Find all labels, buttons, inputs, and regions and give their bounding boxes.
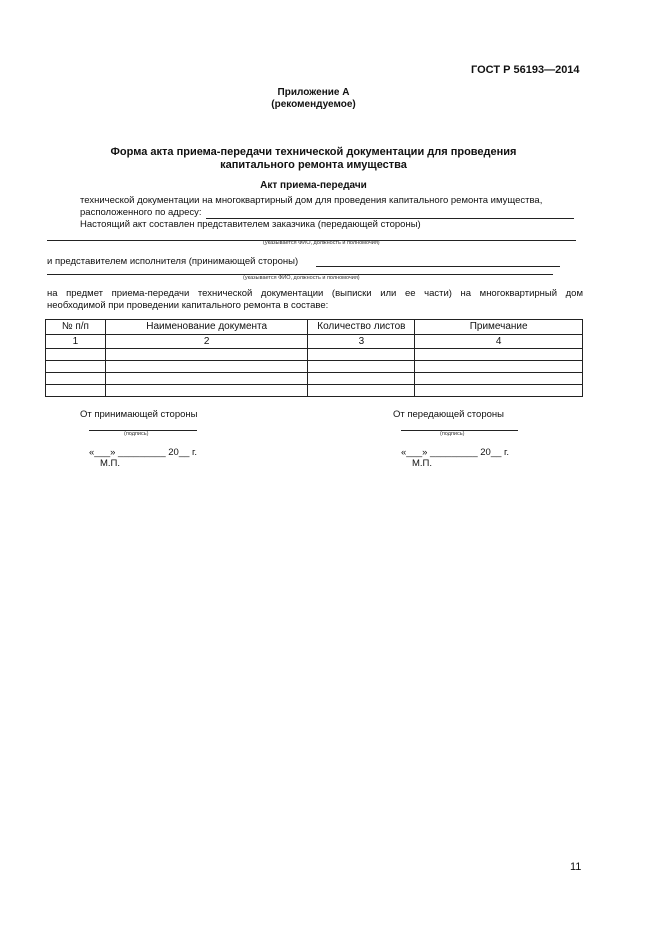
transmitting-signature-hint: (подпись)	[440, 431, 465, 437]
receiving-date: «___» _________ 20__ г.	[89, 447, 197, 458]
header-number: № п/п	[46, 320, 106, 335]
form-title-line2: капитального ремонта имущества	[220, 159, 407, 171]
column-number-1: 1	[46, 335, 106, 349]
body-line3: Настоящий акт составлен представителем заказчика (передающей стороны)	[80, 219, 421, 230]
appendix-subtitle: (рекомендуемое)	[271, 99, 356, 110]
column-number-3: 3	[308, 335, 415, 349]
table-row	[46, 385, 583, 397]
header-document-name: Наименование документа	[105, 320, 308, 335]
table-numbering-row	[46, 335, 583, 349]
header-note: Примечание	[415, 320, 583, 335]
receiving-stamp: М.П.	[100, 458, 121, 469]
contractor-hint: (указывается ФИО, должность и полномочия)	[243, 275, 360, 281]
transmitting-stamp: М.П.	[412, 458, 433, 469]
standard-number: ГОСТ Р 56193—2014	[471, 64, 580, 76]
transmitting-party-label: От передающей стороны	[393, 409, 504, 420]
table-row	[46, 361, 583, 373]
form-title-line1: Форма акта приема-передачи технической документации для проведения	[110, 146, 517, 158]
act-title: Акт приема-передачи	[260, 180, 367, 191]
body-line4: и представителем исполнителя (принимающей стороны)	[47, 256, 299, 267]
appendix-title: Приложение А	[277, 87, 350, 98]
body-line1: технической документации на многоквартирный дом для проведения капитального ремонта имущества,	[80, 195, 543, 206]
body-line5: на предмет приема-передачи технической документации (выписки или ее части) на многоквартирный дом	[47, 288, 583, 299]
table-header-row	[46, 320, 583, 335]
header-sheet-count: Количество листов	[308, 320, 415, 335]
column-number-2: 2	[105, 335, 308, 349]
body-line6: необходимой при проведении капитального ремонта в составе:	[47, 300, 329, 311]
customer-hint: (указывается ФИО, должность и полномочия)	[263, 240, 380, 246]
contractor-blank-inline	[316, 266, 560, 267]
documents-table	[45, 319, 583, 397]
page-number: 11	[570, 861, 582, 873]
transmitting-date: «___» _________ 20__ г.	[401, 447, 509, 458]
body-line2: расположенного по адресу:	[80, 207, 202, 218]
column-number-4: 4	[415, 335, 583, 349]
table-row	[46, 349, 583, 361]
receiving-party-label: От принимающей стороны	[80, 409, 198, 420]
table-row	[46, 373, 583, 385]
receiving-signature-hint: (подпись)	[124, 431, 149, 437]
